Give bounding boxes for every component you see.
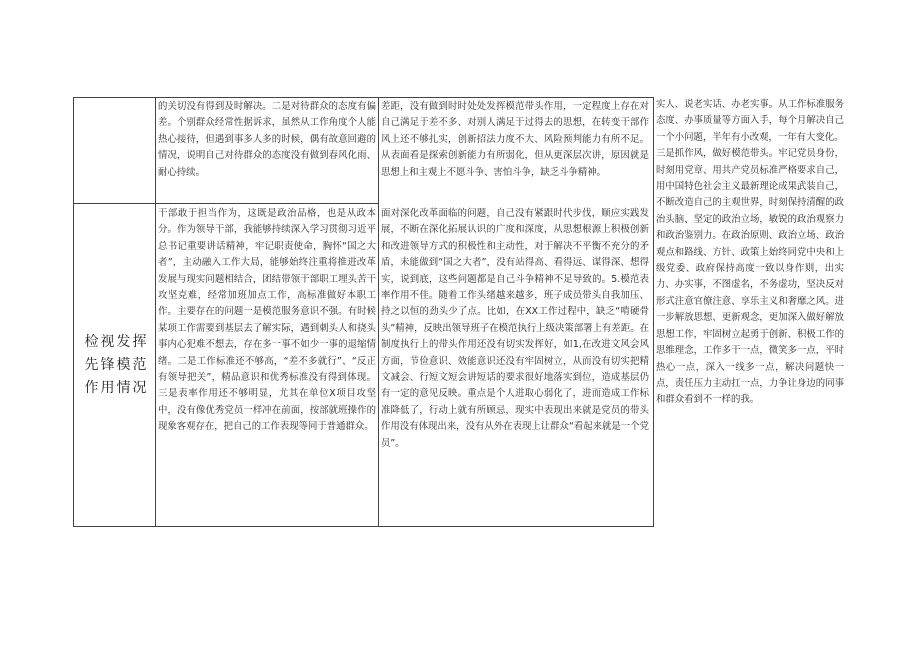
row-label [74,204,155,527]
cell-col2-top: 的关切没有得到及时解决。二是对待群众的态度有偏差。个别群众经常性据诉求，虽然从工作角度个人能热心接待，但遇到事多人多的时候，偶有故意回避的情况，说明自己对待群众的态度没有做到春风化雨、耐心持续。 [158,101,376,178]
column-divider-2 [378,98,379,526]
right-paragraph-1: 实人、说老实话、办老实事。从工作标准服务态度、办事质量等方面入手，每个月解决自己一个小问题，半年有小改观，一年有大变化。 [656,99,844,143]
self-inspection-table [73,97,654,527]
right-column-text [656,97,844,467]
right-paragraph-2: 三是抓作风，做好模范带头。牢记党员身份，时刻用党章、用共产党员标准严格要求自己，用中国特色社会主义最新理论成果武装自己，不断改造自己的主观世界，时刻保持清醒的政治头脑、坚定的政治立场，敏锐的政治观察力和政治鉴别力。在政治原则、政治立场、政治观点和路线、方针、政策上始终同党中央和上级党委、政府保持高度一致以身作则，出实力、办实事，不图虚名，不务虚功，坚决反对形式注意官僚注意、享乐主义和奢靡之风。进一步解放思想、更新观念，更加深入做好解放思想工作，牢固树立起勇于创新、积极工作的思维理念，工作多干一点，微笑多一点，平时热心一点，深入一线多一点，解决问题快一点，责任压力主动扛一点，力争让身边的同事和群众看到不一样的我。 [656,148,844,406]
cell-col2-bottom: 干部敢于担当作为，这既是政治品格，也是从政本分。作为领导干部，我能够持续深入学习贯彻习近平总书记重要讲话精神，牢记职责使命，胸怀“国之大者”，主动融入工作大局，能够始终注重将推进改革发展与现实问题相结合，团结带领干部职工埋头苦干攻坚克难，经常加班加点工作，高标准做好本职工作。主要存在的问题一是模范服务意识不强。有时候某项工作需要到基层去了解实际，遇到刺头人和挠头事内心犯难不想去，存在多一事不如少一事的退缩情绪。二是工作标准还不够高，“差不多就行”、“反正有领导把关”，精品意识和优秀标准没有得到体现。三是表率作用还不够明显，尤其在单位X项目攻坚中，没有像优秀党员一样冲在前面，按部就班操作的现象客观存在，把自己的工作表现等同于普通群众。 [158,208,376,433]
row-label-line-2: 先锋模范 [84,357,149,373]
column-divider-1 [155,98,156,526]
cell-col3-bottom: 面对深化改革面临的问题，自己没有紧跟时代步伐，顺应实践发展，不断在深化拓展认识的广度和深度，从思想根源上积极创新和改进领导方式的积极性和主动性，对于解决不平衡不充分的矛盾，未能做到“国之大者”，没有站得高、看得远、谋得深、想得实，说到底，这些问题都是自己斗争精神不足导致的。5.模范表率作用不佳。随着工作头绪越来越多，班子成员带头自我加压、持之以恒的劲头少了点。比如，在XX工作过程中，缺乏“啃硬骨头”精神，反映出领导班子在模范执行上级决策部署上有差距。在制度执行上的带头作用还没有切实发挥好，如1,在改进文风会风方面，节俭意识、效能意识还没有牢固树立，从而没有切实把精文减会、行短文短会讲短话的要求很好地落实到位，造成基层仍有一定的意见反映。重点是个人进取心弱化了，进而造成工作标准降低了，行动上就有所顾忌，现实中表现出来就是党员的带头作用没有体现出来，没有从外在表现上让群众“看起来就是一个党员”。 [381,208,649,449]
row-label-line-1: 检视发挥 [84,334,149,350]
cell-col3-top: 差距，没有做到时时处处发挥模范带头作用，一定程度上存在对自己满足于差不多、对别人满足于过得去的思想，在转变干部作风上还不够扎实，创新招法力度不大、风险预判能力有所不足。从表面看是探索创新能力有所弱化，但从更深层次讲，原因就是思想上和主观上不愿斗争、害怕斗争，缺乏斗争精神。 [381,101,649,178]
row-label-line-3: 作用情况 [84,380,149,396]
